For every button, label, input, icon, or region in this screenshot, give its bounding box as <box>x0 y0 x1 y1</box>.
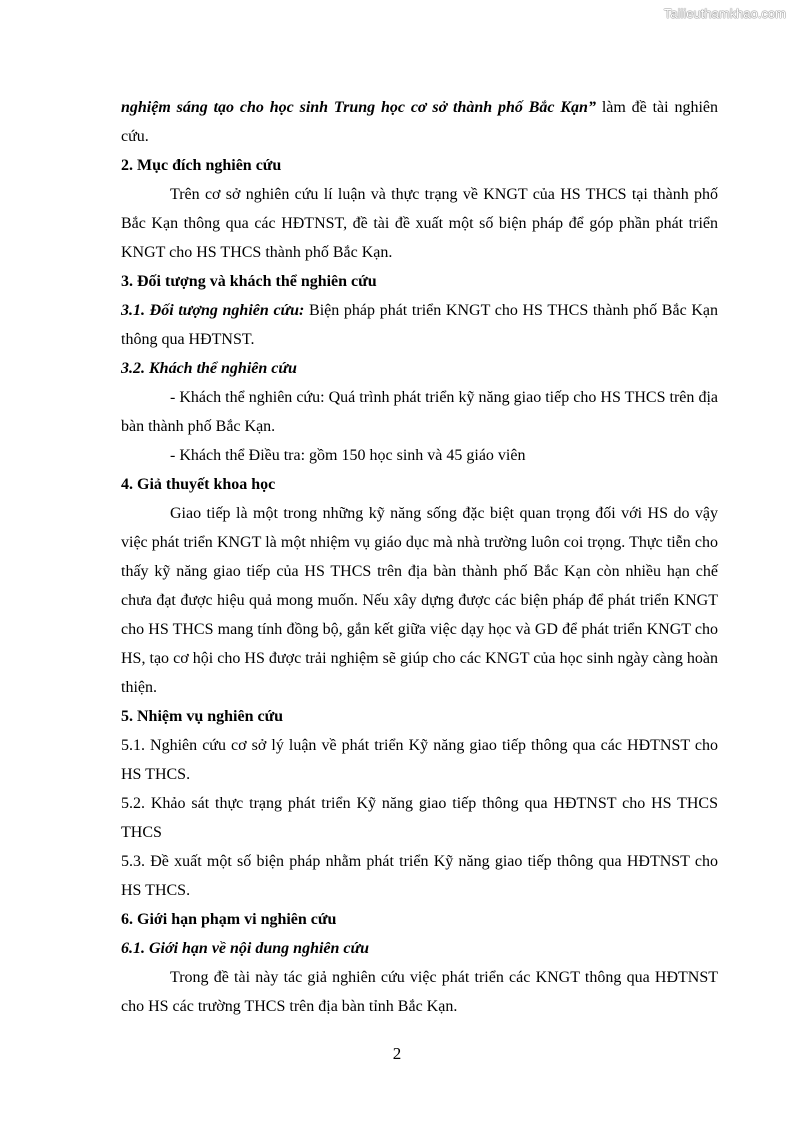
watermark: Tailieuthamkhao.com <box>663 6 786 21</box>
section-6-1-heading: 6.1. Giới hạn về nội dung nghiên cứu <box>121 940 369 957</box>
section-3-2-paragraph-2: - Khách thể Điều tra: gồm 150 học sinh và 45 giáo viên <box>170 447 526 464</box>
section-3-1-paragraph <box>121 296 718 354</box>
section-3-1-label: 3.1. Đối tượng nghiên cứu: <box>121 302 305 319</box>
page-number: 2 <box>392 1044 402 1063</box>
section-2-paragraph: Trên cơ sở nghiên cứu lí luận và thực trạng về KNGT của HS THCS tại thành phố Bắc Kạn thông qua các HĐTNST, đề tài đề xuất một số biện pháp để góp phần phát triển KNGT cho HS THCS thành phố Bắc Kạn. <box>121 186 718 261</box>
section-6-1-paragraph: Trong đề tài này tác giả nghiên cứu việc phát triển các KNGT thông qua HĐTNST cho HS các trường THCS trên địa bàn tỉnh Bắc Kạn. <box>121 969 718 1015</box>
section-4-paragraph: Giao tiếp là một trong những kỹ năng sống đặc biệt quan trọng đối với HS do vậy việc phát triển KNGT là một nhiệm vụ giáo dục mà nhà trường luôn coi trọng. Thực tiễn cho thấy kỹ năng giao tiếp của HS THCS trên địa bàn thành phố Bắc Kạn còn nhiều hạn chế chưa đạt được hiệu quả mong muốn. Nếu xây dựng được các biện pháp để phát triển KNGT cho HS THCS mang tính đồng bộ, gắn kết giữa việc dạy học và GD để phát triển KNGT cho HS, tạo cơ hội cho HS được trải nghiệm sẽ giúp cho các KNGT của học sinh ngày càng hoàn thiện. <box>121 505 718 696</box>
section-6-heading: 6. Giới hạn phạm vi nghiên cứu <box>121 911 337 928</box>
section-5-item-3: 5.3. Đề xuất một số biện pháp nhằm phát triển Kỹ năng giao tiếp thông qua HĐTNST cho HS THCS. <box>121 853 718 899</box>
intro-rest: làm đề tài nghiên cứu. <box>121 99 718 145</box>
intro-paragraph <box>121 93 718 151</box>
section-3-2-paragraph-1: - Khách thể nghiên cứu: Quá trình phát triển kỹ năng giao tiếp cho HS THCS trên địa bàn thành phố Bắc Kạn. <box>121 389 718 435</box>
section-5-item-1: 5.1. Nghiên cứu cơ sở lý luận về phát triển Kỹ năng giao tiếp thông qua các HĐTNST cho HS THCS. <box>121 737 718 783</box>
document-body <box>121 93 718 1021</box>
section-4-heading: 4. Giả thuyết khoa học <box>121 476 276 493</box>
section-3-heading: 3. Đối tượng và khách thể nghiên cứu <box>121 273 377 290</box>
intro-title-fragment: nghiệm sáng tạo cho học sinh Trung học cơ sở thành phố Bắc Kạn” <box>121 99 596 116</box>
section-2-heading: 2. Mục đích nghiên cứu <box>121 157 282 174</box>
section-5-item-2: 5.2. Khảo sát thực trạng phát triển Kỹ năng giao tiếp thông qua HĐTNST cho HS THCS THCS <box>121 795 718 841</box>
section-3-1-text: Biện pháp phát triển KNGT cho HS THCS thành phố Bắc Kạn thông qua HĐTNST. <box>121 302 718 348</box>
section-3-2-heading: 3.2. Khách thể nghiên cứu <box>121 360 297 377</box>
section-5-heading: 5. Nhiệm vụ nghiên cứu <box>121 708 284 725</box>
